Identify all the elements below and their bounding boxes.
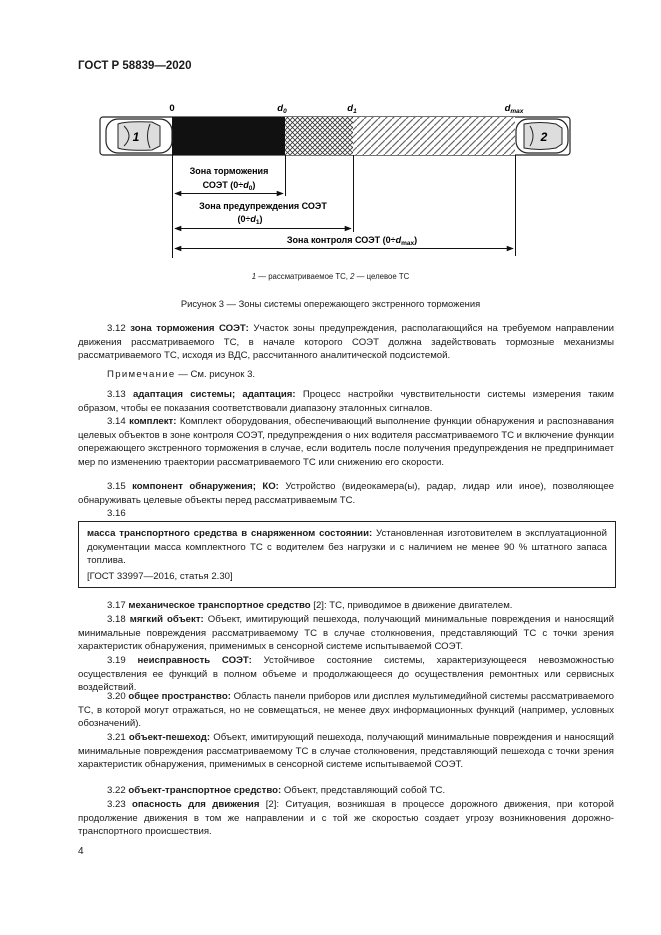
note-3-12: Примечание — См. рисунок 3. <box>107 369 256 380</box>
marker-zero: 0 <box>169 103 175 114</box>
term-3-13: 3.13 адаптация системы; адаптация: Процесс настройки чувствительности системы измерения таким образом, чтобы ее показания соответствовали диапазону эталонных сигналов. <box>78 389 614 414</box>
warning-zone-label-2: $(0\div d_1)$ <box>237 214 263 226</box>
term-3-16-box <box>78 521 616 588</box>
document-header: ГОСТ Р 58839—2020 <box>78 60 192 72</box>
term-3-15: 3.15 компонент обнаружения; КО: Устройство (видеокамера(ы), радар, лидар или иное), позволяющее обнаруживать целевые объекты перед рассматриваемым ТС. <box>78 481 615 506</box>
warning-zone-fill <box>285 117 353 155</box>
vehicle-number-target: 2 <box>540 130 548 144</box>
term-3-20: 3.20 общее пространство: Область панели приборов или дисплея мультимедийной системы рассматриваемого ТС, в которой могут отражаться, но не совмещаться, не менее двух информационных функций (например, условных обозначений). <box>78 691 614 730</box>
term-3-14: 3.14 комплект: Комплект оборудования, обеспечивающий выполнение функции обнаружения и распознавания целевых объектов в зоне контроля СОЭТ, предупреждения о них водителя рассматриваемого ТС и включение функции опережающего экстренного торможения в случае, если водитель после получения предупреждения не предпринимает мер по изменению траектории рассматриваемого ТС или снижению его скорости. <box>78 416 614 468</box>
figure-legend: 1 — рассматриваемое ТС, 2 — целевое ТС <box>251 272 410 281</box>
warning-zone-label-1: Зона предупреждения СОЭТ <box>199 201 327 211</box>
page-number: 4 <box>78 846 84 857</box>
term-3-21: 3.21 объект-пешеход: Объект, имитирующий пешехода, получающий минимальные повреждения и наносящий минимальные повреждения рассматриваемому ТС в случае столкновения, представляющий пешехода с точки зрения характеристик обнаружения, применимых в сенсорной системе испытываемой СОЭТ. <box>78 732 614 771</box>
marker-dmax: $d_{max}$ <box>504 103 524 115</box>
marker-d1: $d_1$ <box>347 103 357 115</box>
term-3-12: 3.12 зона торможения СОЭТ: Участок зоны предупреждения, располагающийся на требуемом направлении движения рассматриваемого ТС, в начале которого СОЭТ должна задействовать тормозные механизмы рассматриваемого ТС, исходя из ВДС, рассчитанного аналитической подсистемой. <box>78 323 614 362</box>
term-3-19: 3.19 неисправность СОЭТ: Устойчивое состояние системы, характеризующееся невозможностью осуществления ее функций в полном объеме и продолжающееся до осуществления ремонтных или сервисных воздействий. <box>78 655 614 694</box>
term-3-16-reference: [ГОСТ 33997—2016, статья 2.30] <box>87 571 233 582</box>
figure-caption: Рисунок 3 — Зоны системы опережающего экстренного торможения <box>180 298 481 309</box>
marker-d0: $d_0$ <box>277 103 287 115</box>
control-zone-label: Зона контроля СОЭТ $(0\div d_{max})$ <box>286 235 418 247</box>
term-3-22: 3.22 объект-транспортное средство: Объект, представляющий собой ТС. <box>107 785 446 796</box>
control-zone-fill <box>353 117 515 155</box>
term-3-16: масса транспортного средства в снаряженном состоянии: Установленная изготовителем в эксплуатационной документации масса комплектного ТС с водителем без нагрузки и с наличием не менее 90 % штатного запаса топлива. <box>87 528 607 567</box>
vehicle-number-subject: 1 <box>132 130 140 144</box>
braking-zone-label-1: Зона торможения <box>189 166 269 176</box>
term-3-18: 3.18 мягкий объект: Объект, имитирующий пешехода, получающий минимальные повреждения и наносящий минимальные повреждения рассматриваемому ТС в случае столкновения, представляющий ТС с точки зрения характеристик обнаружения, применимых в сенсорной системе испытываемой СОЭТ. <box>78 614 614 653</box>
braking-zone-label-2: СОЭТ $(0\div d_0)$ <box>202 180 256 192</box>
term-3-17: 3.17 механическое транспортное средство [2]: ТС, приводимое в движение двигателем. <box>107 600 513 611</box>
term-3-16-number: 3.16 <box>107 508 126 519</box>
zones-diagram <box>0 0 661 270</box>
braking-zone-fill <box>172 117 285 155</box>
term-3-23: 3.23 опасность для движения [2]: Ситуация, возникшая в процессе дорожного движения, при которой продолжение движения в том же направлении и с той же скоростью создает угрозу возникновения дорожно-транспортного происшествия. <box>78 799 614 838</box>
